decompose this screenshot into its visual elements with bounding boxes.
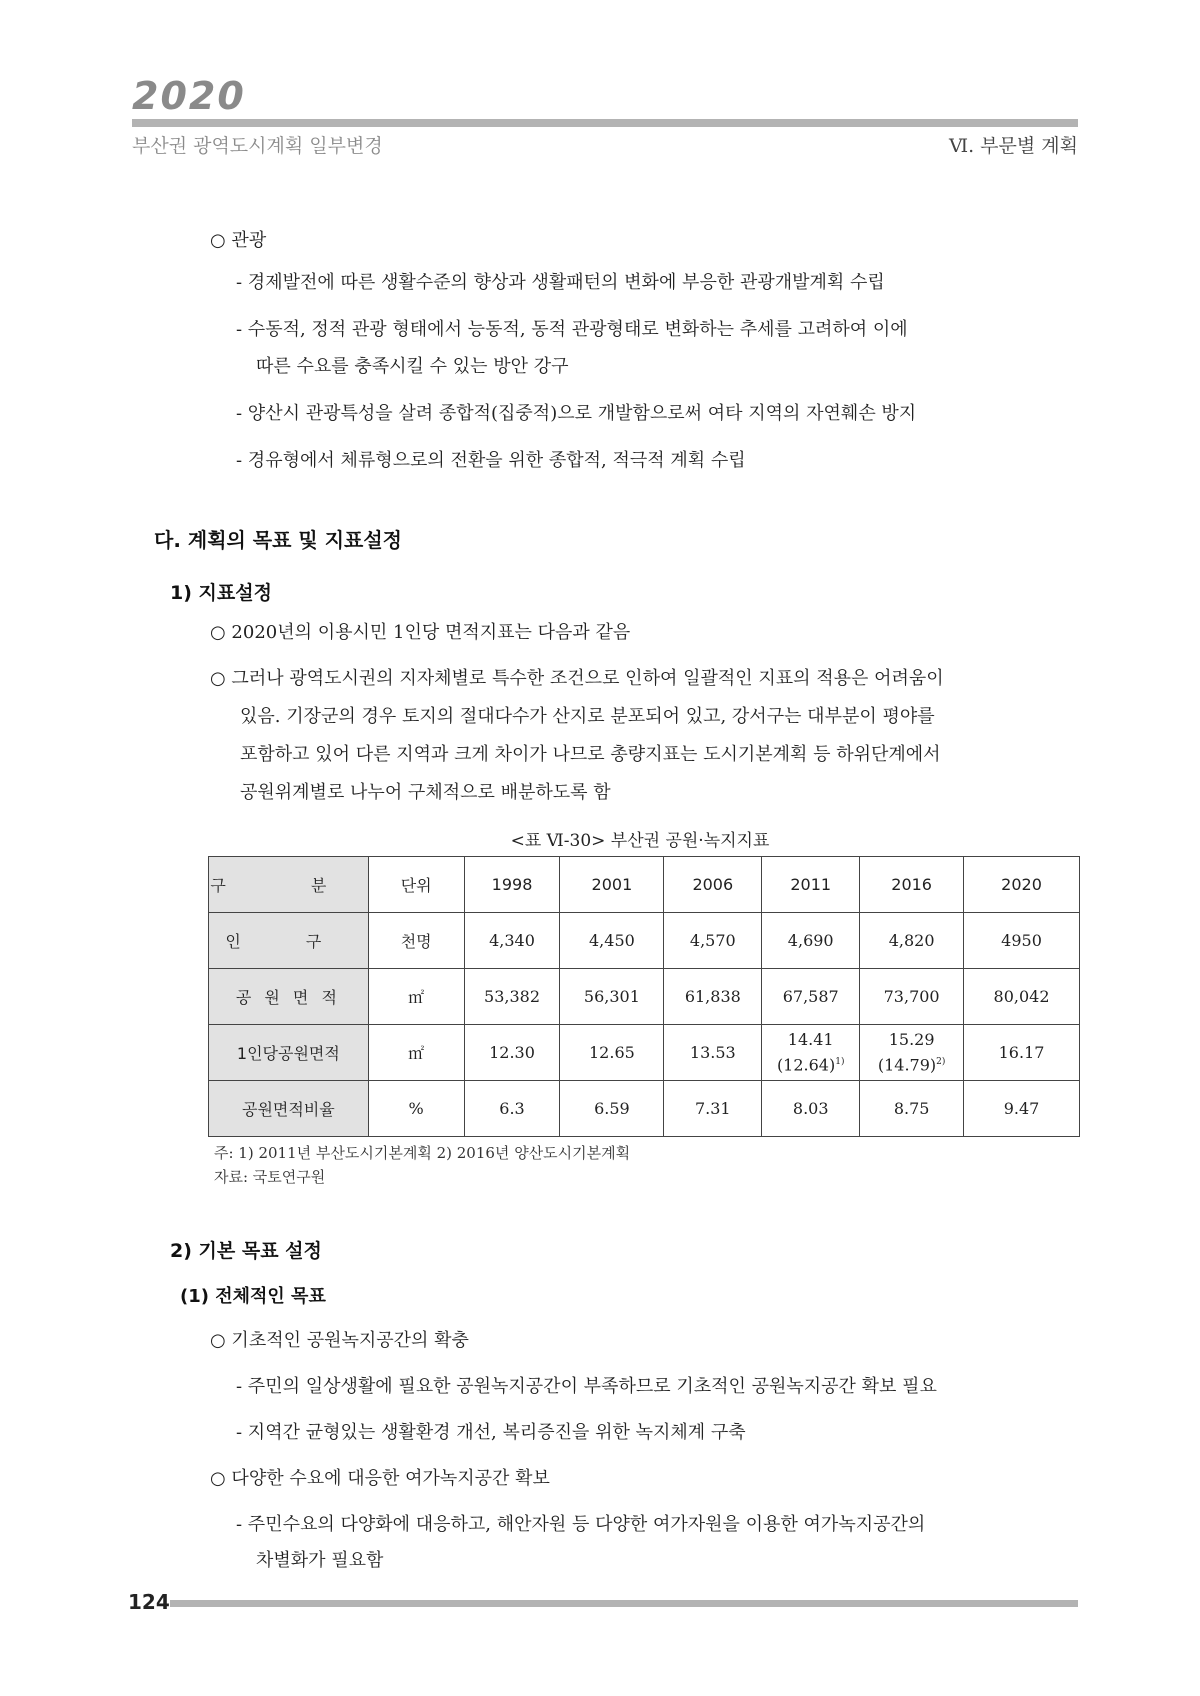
- value-2016: 15.29: [888, 1029, 935, 1049]
- table-cell: 7.31: [664, 1081, 762, 1137]
- table-row: [209, 1025, 1080, 1081]
- table-cell-2011: [762, 1025, 860, 1081]
- row-unit: 천명: [368, 913, 464, 969]
- table-cell-2016: [860, 1025, 964, 1081]
- row-unit: ㎡: [368, 1025, 464, 1081]
- tourism-item-2: - 수동적, 정적 관광 형태에서 능동적, 동적 관광형태로 변화하는 추세를 고려하여 이에: [236, 319, 908, 340]
- table-cell: 8.75: [860, 1081, 964, 1137]
- goals-title: 2) 기본 목표 설정: [170, 1240, 322, 1262]
- header-year-2001: 2001: [560, 857, 664, 913]
- table-cell: 12.30: [464, 1025, 560, 1081]
- header-unit: 단위: [368, 857, 464, 913]
- tourism-item-4: - 경유형에서 체류형으로의 전환을 위한 종합적, 적극적 계획 수립: [236, 450, 746, 471]
- sub-value-2011-text: (12.64): [776, 1055, 836, 1075]
- table-cell: 9.47: [964, 1081, 1080, 1137]
- header-year: 2020: [132, 74, 246, 118]
- table-cell: 4,570: [664, 913, 762, 969]
- header-year-2016: 2016: [860, 857, 964, 913]
- tourism-item-3: - 양산시 관광특성을 살려 종합적(집중적)으로 개발함으로써 여타 지역의 자연훼손 방지: [236, 403, 917, 424]
- row-unit: ㎡: [368, 969, 464, 1025]
- tourism-item-2-cont: 따른 수요를 충족시킬 수 있는 방안 강구: [256, 356, 569, 377]
- indicator-bullet-2-line-2: 있음. 기장군의 경우 토지의 절대다수가 산지로 분포되어 있고, 강서구는 대부분이 평야를: [240, 706, 935, 727]
- header-divider: [132, 119, 1078, 127]
- sub-value-2016: [860, 1051, 963, 1076]
- table-caption: <표 Ⅵ-30> 부산권 공원·녹지지표: [510, 831, 770, 851]
- table-footnote: 주: 1) 2011년 부산도시기본계획 2) 2016년 양산도시기본계획: [214, 1144, 631, 1162]
- header-category: 구 분: [209, 857, 369, 913]
- goals-bullet-1: ○ 기초적인 공원녹지공간의 확충: [210, 1330, 469, 1351]
- indicator-bullet-2-line-4: 공원위계별로 나누어 구체적으로 배분하도록 함: [240, 782, 611, 803]
- sub-value-2016-text: (14.79): [877, 1055, 937, 1075]
- section-title: 다. 계획의 목표 및 지표설정: [154, 528, 402, 552]
- indicator-title: 1) 지표설정: [170, 582, 272, 604]
- table-cell: 6.59: [560, 1081, 664, 1137]
- goals-bullet-2-item-1: - 주민수요의 다양화에 대응하고, 해안자원 등 다양한 여가자원을 이용한 여가녹지공간의: [236, 1514, 926, 1535]
- table-source: 자료: 국토연구원: [214, 1168, 326, 1186]
- table-cell: 12.65: [560, 1025, 664, 1081]
- table-cell: 80,042: [964, 969, 1080, 1025]
- header-year-2020: 2020: [964, 857, 1080, 913]
- tourism-item-1: - 경제발전에 따른 생활수준의 향상과 생활패턴의 변화에 부응한 관광개발계획 수립: [236, 272, 885, 293]
- row-label-park-area-ratio: 공원면적비율: [209, 1081, 369, 1137]
- header-year-2006: 2006: [664, 857, 762, 913]
- footer-divider: [170, 1600, 1078, 1607]
- table-cell: 67,587: [762, 969, 860, 1025]
- document-title: 부산권 광역도시계획 일부변경: [132, 135, 383, 157]
- goals-bullet-2-item-1-cont: 차별화가 필요함: [256, 1550, 384, 1571]
- table-cell: 4,820: [860, 913, 964, 969]
- footnote-ref-2: 2): [936, 1056, 946, 1067]
- goals-bullet-1-item-1: - 주민의 일상생활에 필요한 공원녹지공간이 부족하므로 기초적인 공원녹지공간 확보 필요: [236, 1376, 937, 1397]
- tourism-heading: ○ 관광: [210, 230, 267, 251]
- sub-value-2011: [762, 1051, 859, 1076]
- header-year-1998: 1998: [464, 857, 560, 913]
- table-cell: 13.53: [664, 1025, 762, 1081]
- row-unit: %: [368, 1081, 464, 1137]
- goals-bullet-1-item-2: - 지역간 균형있는 생활환경 개선, 복리증진을 위한 녹지체계 구축: [236, 1422, 746, 1443]
- row-label-population: 인 구: [209, 913, 369, 969]
- table-cell: 4,340: [464, 913, 560, 969]
- table-cell: 56,301: [560, 969, 664, 1025]
- row-label-park-area: 공 원 면 적: [209, 969, 369, 1025]
- table-cell: 6.3: [464, 1081, 560, 1137]
- table-cell: 53,382: [464, 969, 560, 1025]
- table-cell: 16.17: [964, 1025, 1080, 1081]
- goals-bullet-2: ○ 다양한 수요에 대응한 여가녹지공간 확보: [210, 1468, 550, 1489]
- table-header-row: [209, 857, 1080, 913]
- table-cell: 61,838: [664, 969, 762, 1025]
- table-row: [209, 969, 1080, 1025]
- table-cell: 4,690: [762, 913, 860, 969]
- header-year-2011: 2011: [762, 857, 860, 913]
- page-number: 124: [128, 1590, 170, 1614]
- table-cell: 73,700: [860, 969, 964, 1025]
- indicator-bullet-2-line-1: ○ 그러나 광역도시권의 지자체별로 특수한 조건으로 인하여 일괄적인 지표의 적용은 어려움이: [210, 668, 944, 689]
- park-indicator-table: [208, 856, 1080, 1137]
- table-row: [209, 913, 1080, 969]
- goals-subtitle: (1) 전체적인 목표: [180, 1286, 326, 1307]
- indicator-bullet-1: ○ 2020년의 이용시민 1인당 면적지표는 다음과 같음: [210, 622, 631, 643]
- indicator-bullet-2-line-3: 포함하고 있어 다른 지역과 크게 차이가 나므로 총량지표는 도시기본계획 등 하위단계에서: [240, 744, 941, 765]
- table-cell: 4950: [964, 913, 1080, 969]
- row-label-park-area-per-capita: 1인당공원면적: [209, 1025, 369, 1081]
- chapter-title: Ⅵ. 부문별 계획: [948, 135, 1078, 157]
- table-cell: 4,450: [560, 913, 664, 969]
- table-cell: 8.03: [762, 1081, 860, 1137]
- value-2011: 14.41: [787, 1029, 834, 1049]
- table-row: [209, 1081, 1080, 1137]
- footnote-ref-1: 1): [835, 1056, 845, 1067]
